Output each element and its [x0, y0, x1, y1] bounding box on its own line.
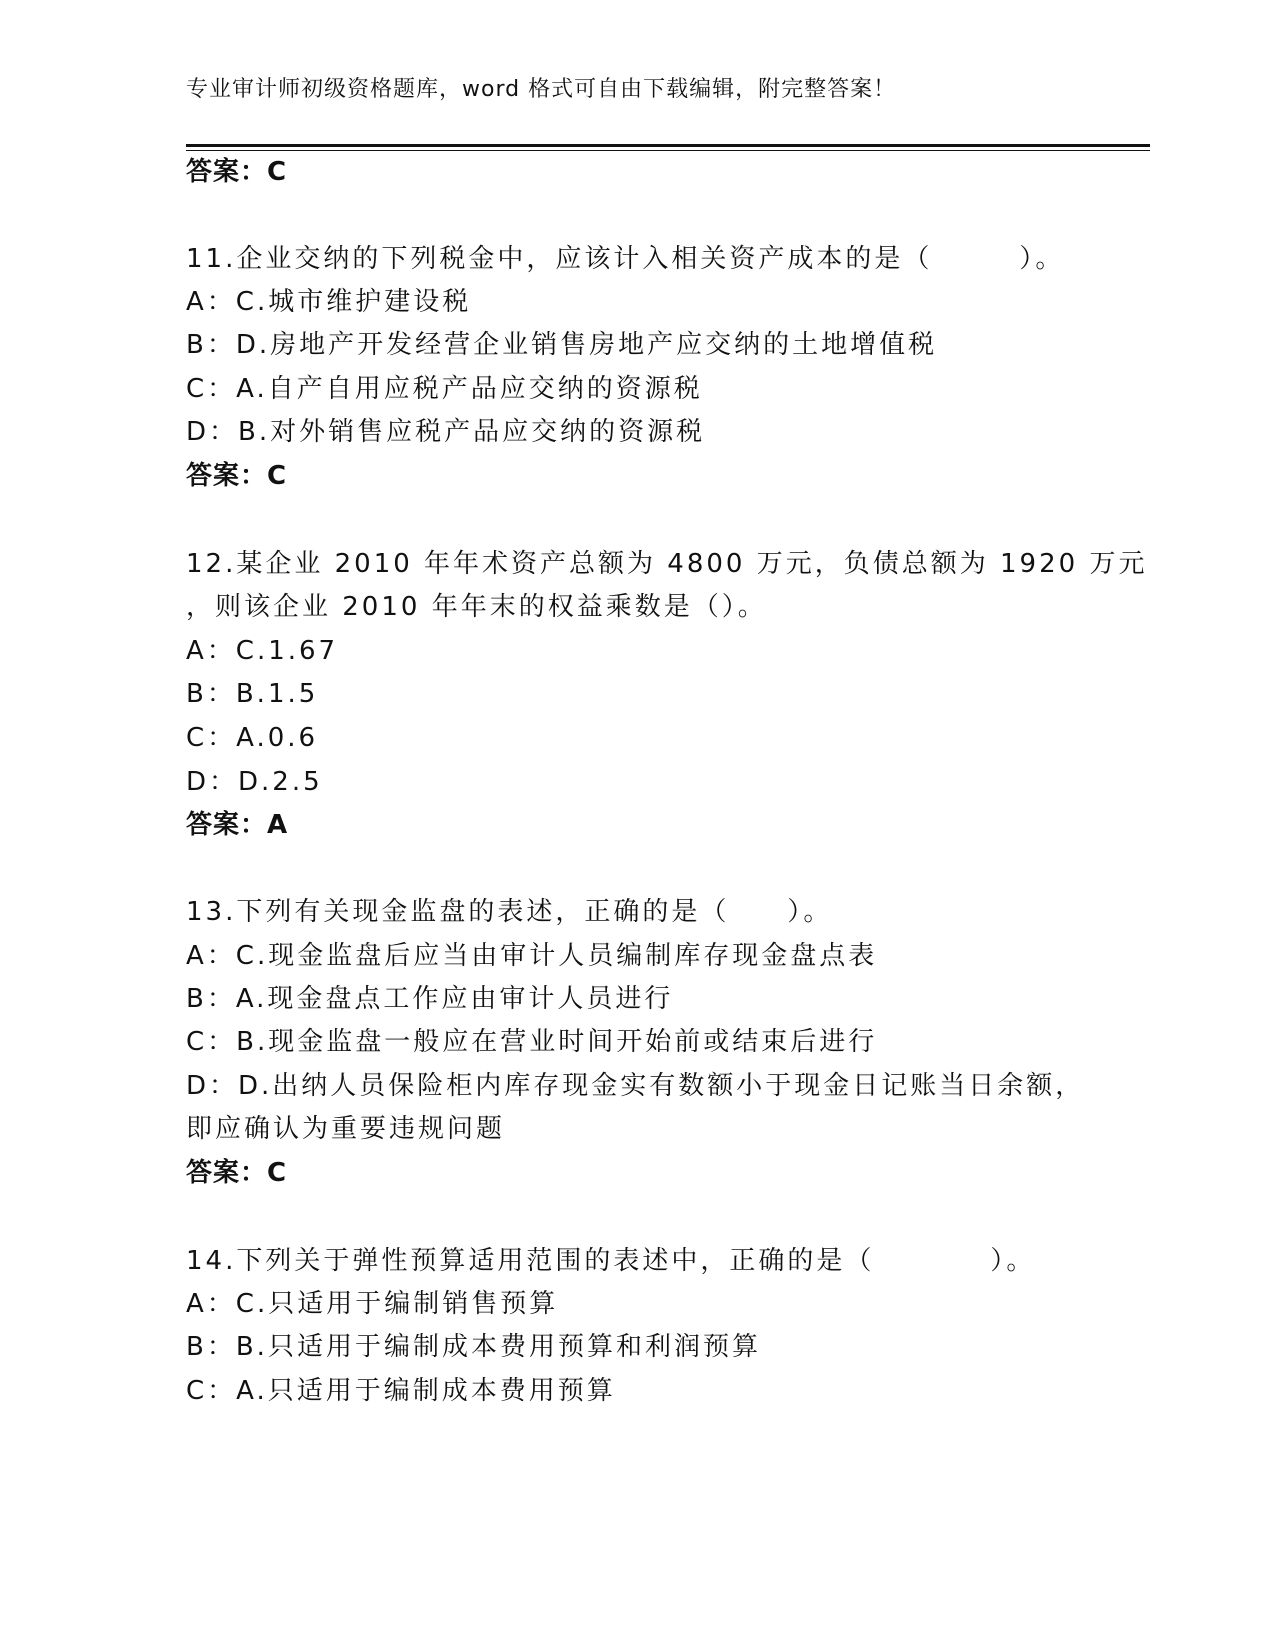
question-stem: 13.下列有关现金监盘的表述，正确的是（ ）。	[186, 897, 833, 927]
header-divider-thick	[186, 144, 1150, 147]
answer-line: 答案：A	[186, 810, 289, 840]
question-stem: 11.企业交纳的下列税金中，应该计入相关资产成本的是（ ）。	[186, 244, 1065, 274]
option-a: A：C.1.67	[186, 636, 339, 666]
option-c: C：A.0.6	[186, 723, 319, 753]
question-stem: 14.下列关于弹性预算适用范围的表述中，正确的是（ ）。	[186, 1246, 1036, 1276]
option-d: D：D.出纳人员保险柜内库存现金实有数额小于现金日记账当日余额，	[186, 1071, 1085, 1101]
option-a: A：C.现金监盘后应当由审计人员编制库存现金盘点表	[186, 941, 878, 971]
answer-line: 答案：C	[186, 1158, 288, 1188]
option-b: B：D.房地产开发经营企业销售房地产应交纳的土地增值税	[186, 330, 938, 360]
option-a: A：C.只适用于编制销售预算	[186, 1289, 559, 1319]
option-d-continued: 即应确认为重要违规问题	[186, 1114, 506, 1144]
option-c: C：B.现金监盘一般应在营业时间开始前或结束后进行	[186, 1027, 878, 1057]
option-d: D：D.2.5	[186, 767, 323, 797]
header-divider-thin	[186, 150, 1150, 151]
option-b: B：B.1.5	[186, 679, 319, 709]
answer-line: 答案：C	[186, 157, 288, 187]
question-stem-continued: ，则该企业 2010 年年末的权益乘数是（）。	[186, 592, 767, 622]
option-c: C：A.自产自用应税产品应交纳的资源税	[186, 374, 703, 404]
option-c: C：A.只适用于编制成本费用预算	[186, 1376, 616, 1406]
page-header: 专业审计师初级资格题库，word 格式可自由下载编辑，附完整答案！	[186, 77, 897, 102]
option-d: D：B.对外销售应税产品应交纳的资源税	[186, 417, 706, 447]
question-stem: 12.某企业 2010 年年术资产总额为 4800 万元，负债总额为 1920 万元	[186, 549, 1148, 579]
answer-line: 答案：C	[186, 461, 288, 491]
option-b: B：B.只适用于编制成本费用预算和利润预算	[186, 1332, 761, 1362]
option-a: A：C.城市维护建设税	[186, 287, 472, 317]
option-b: B：A.现金盘点工作应由审计人员进行	[186, 984, 674, 1014]
